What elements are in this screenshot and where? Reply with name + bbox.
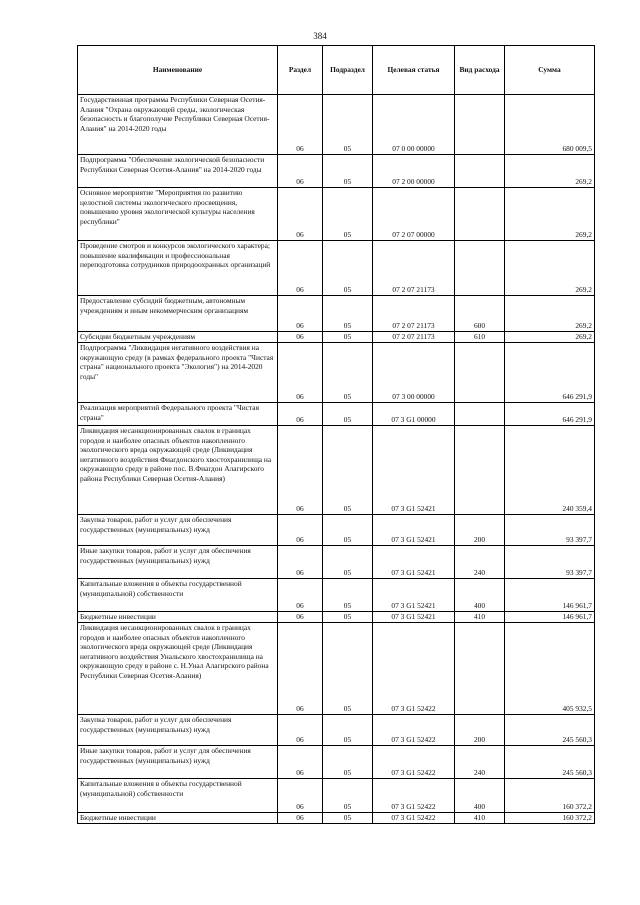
cell-target: 07 0 00 00000 xyxy=(373,95,455,155)
cell-section: 06 xyxy=(278,155,323,188)
cell-sum: 160 372,2 xyxy=(505,779,595,813)
cell-section: 06 xyxy=(278,579,323,612)
cell-target: 07 3 G1 52421 xyxy=(373,515,455,546)
cell-section: 06 xyxy=(278,813,323,824)
cell-type xyxy=(455,343,505,403)
cell-section: 06 xyxy=(278,188,323,241)
table-header-row xyxy=(78,46,595,95)
header-section: Раздел xyxy=(278,46,323,95)
cell-target: 07 3 G1 52421 xyxy=(373,612,455,623)
cell-target: 07 2 07 00000 xyxy=(373,188,455,241)
cell-target: 07 2 07 21173 xyxy=(373,296,455,332)
cell-type xyxy=(455,188,505,241)
cell-type xyxy=(455,155,505,188)
cell-subsection: 05 xyxy=(323,403,373,426)
table-row xyxy=(78,579,595,612)
table-row xyxy=(78,612,595,623)
cell-section: 06 xyxy=(278,332,323,343)
cell-sum: 646 291,9 xyxy=(505,343,595,403)
cell-subsection: 05 xyxy=(323,623,373,715)
cell-sum: 269,2 xyxy=(505,332,595,343)
cell-subsection: 05 xyxy=(323,188,373,241)
cell-target: 07 3 G1 52422 xyxy=(373,813,455,824)
cell-name: Капитальные вложения в объекты государственной (муниципальной) собственности xyxy=(78,579,278,612)
cell-sum: 146 961,7 xyxy=(505,612,595,623)
cell-subsection: 05 xyxy=(323,746,373,779)
cell-subsection: 05 xyxy=(323,343,373,403)
cell-section: 06 xyxy=(278,715,323,746)
cell-subsection: 05 xyxy=(323,515,373,546)
header-name: Наименование xyxy=(78,46,278,95)
cell-type xyxy=(455,241,505,296)
cell-sum: 240 359,4 xyxy=(505,426,595,515)
table-row xyxy=(78,332,595,343)
cell-section: 06 xyxy=(278,241,323,296)
cell-type: 600 xyxy=(455,296,505,332)
cell-name: Подпрограмма "Ликвидация негативного воздействия на окружающую среду (в рамках федерального проекта "Чистая страна" национального проекта "Экология") на 2014-2020 годы" xyxy=(78,343,278,403)
cell-sum: 93 397,7 xyxy=(505,515,595,546)
cell-section: 06 xyxy=(278,296,323,332)
cell-sum: 646 291,9 xyxy=(505,403,595,426)
cell-name: Подпрограмма "Обеспечение экологической безопасности Республики Северная Осетия-Алания" на 2014-2020 годы xyxy=(78,155,278,188)
cell-sum: 680 009,5 xyxy=(505,95,595,155)
cell-type xyxy=(455,623,505,715)
cell-sum: 269,2 xyxy=(505,155,595,188)
table-row xyxy=(78,188,595,241)
cell-name: Проведение смотров и конкурсов экологического характера; повышение квалификации и профессиональная переподготовка сотрудников природоохранных организаций xyxy=(78,241,278,296)
cell-section: 06 xyxy=(278,403,323,426)
table-row xyxy=(78,813,595,824)
cell-sum: 405 932,5 xyxy=(505,623,595,715)
cell-type: 240 xyxy=(455,546,505,579)
cell-type: 200 xyxy=(455,715,505,746)
cell-sum: 245 560,3 xyxy=(505,746,595,779)
table-row xyxy=(78,746,595,779)
table-row xyxy=(78,95,595,155)
cell-type: 400 xyxy=(455,779,505,813)
cell-sum: 146 961,7 xyxy=(505,579,595,612)
cell-name: Субсидии бюджетным учреждениям xyxy=(78,332,278,343)
header-type: Вид расхода xyxy=(455,46,505,95)
cell-name: Государственная программа Республики Северная Осетия-Алания "Охрана окружающей среды, экологическая безопасность и благополучие Республики Северная Осетия-Алания" на 2014-2020 годы xyxy=(78,95,278,155)
cell-type: 200 xyxy=(455,515,505,546)
cell-sum: 245 560,3 xyxy=(505,715,595,746)
cell-target: 07 3 G1 52422 xyxy=(373,623,455,715)
cell-sum: 269,2 xyxy=(505,188,595,241)
cell-name: Бюджетные инвестиции xyxy=(78,813,278,824)
page-number: 384 xyxy=(313,31,327,41)
cell-type: 240 xyxy=(455,746,505,779)
table-row xyxy=(78,155,595,188)
cell-type: 400 xyxy=(455,579,505,612)
cell-sum: 269,2 xyxy=(505,241,595,296)
cell-section: 06 xyxy=(278,426,323,515)
cell-section: 06 xyxy=(278,779,323,813)
cell-type xyxy=(455,95,505,155)
cell-subsection: 05 xyxy=(323,546,373,579)
cell-subsection: 05 xyxy=(323,813,373,824)
budget-table xyxy=(77,45,595,824)
cell-target: 07 3 00 00000 xyxy=(373,343,455,403)
cell-subsection: 05 xyxy=(323,426,373,515)
table-row xyxy=(78,296,595,332)
cell-type xyxy=(455,426,505,515)
table-row xyxy=(78,241,595,296)
cell-name: Основное мероприятие "Мероприятия по развитию целостной системы экологического просвещения, повышению уровня экологической культуры населения республики" xyxy=(78,188,278,241)
header-subsection: Подраздел xyxy=(323,46,373,95)
cell-subsection: 05 xyxy=(323,95,373,155)
cell-name: Иные закупки товаров, работ и услуг для обеспечения государственных (муниципальных) нужд xyxy=(78,746,278,779)
cell-section: 06 xyxy=(278,343,323,403)
table-row xyxy=(78,426,595,515)
cell-name: Закупка товаров, работ и услуг для обеспечения государственных (муниципальных) нужд xyxy=(78,715,278,746)
cell-name: Ликвидация несанкционированных свалок в границах городов и наиболее опасных объектов накопленного экологического вреда окружающей среде (Ликвидация негативного воздействия Унальского хвостохранилища на окружающую среду в районе с. Н.Унал Алагирского района Республики Северная Осетия-Алания) xyxy=(78,623,278,715)
header-target: Целевая статья xyxy=(373,46,455,95)
cell-name: Капитальные вложения в объекты государственной (муниципальной) собственности xyxy=(78,779,278,813)
cell-target: 07 3 G1 52421 xyxy=(373,546,455,579)
table-row xyxy=(78,715,595,746)
cell-section: 06 xyxy=(278,612,323,623)
cell-subsection: 05 xyxy=(323,241,373,296)
cell-name: Иные закупки товаров, работ и услуг для обеспечения государственных (муниципальных) нужд xyxy=(78,546,278,579)
table-row xyxy=(78,623,595,715)
cell-section: 06 xyxy=(278,623,323,715)
cell-type: 410 xyxy=(455,612,505,623)
table-row xyxy=(78,343,595,403)
cell-section: 06 xyxy=(278,746,323,779)
cell-target: 07 2 00 00000 xyxy=(373,155,455,188)
cell-subsection: 05 xyxy=(323,579,373,612)
cell-section: 06 xyxy=(278,95,323,155)
cell-subsection: 05 xyxy=(323,715,373,746)
cell-target: 07 3 G1 52422 xyxy=(373,779,455,813)
table-row xyxy=(78,515,595,546)
cell-type: 410 xyxy=(455,813,505,824)
cell-sum: 160 372,2 xyxy=(505,813,595,824)
cell-type: 610 xyxy=(455,332,505,343)
cell-section: 06 xyxy=(278,515,323,546)
cell-type xyxy=(455,403,505,426)
cell-name: Предоставление субсидий бюджетным, автономным учреждениям и иным некоммерческим организациям xyxy=(78,296,278,332)
cell-target: 07 3 G1 52421 xyxy=(373,579,455,612)
cell-target: 07 3 G1 52422 xyxy=(373,746,455,779)
cell-target: 07 3 G1 52421 xyxy=(373,426,455,515)
table-row xyxy=(78,403,595,426)
cell-subsection: 05 xyxy=(323,332,373,343)
cell-name: Бюджетные инвестиции xyxy=(78,612,278,623)
cell-subsection: 05 xyxy=(323,296,373,332)
cell-name: Ликвидация несанкционированных свалок в границах городов и наиболее опасных объектов накопленного экологического вреда окружающей среде (Ликвидация негативного воздействия Фиагдонского хвостохранилища на окружающую среду в районе пос. В.Фиагдон Алагирского района Республики Северная Осетия-Алания) xyxy=(78,426,278,515)
cell-name: Закупка товаров, работ и услуг для обеспечения государственных (муниципальных) нужд xyxy=(78,515,278,546)
cell-sum: 269,2 xyxy=(505,296,595,332)
table-row xyxy=(78,779,595,813)
cell-name: Реализация мероприятий Федерального проекта "Чистая страна" xyxy=(78,403,278,426)
cell-sum: 93 397,7 xyxy=(505,546,595,579)
table-row xyxy=(78,546,595,579)
cell-subsection: 05 xyxy=(323,779,373,813)
cell-target: 07 3 G1 00000 xyxy=(373,403,455,426)
cell-subsection: 05 xyxy=(323,612,373,623)
cell-target: 07 2 07 21173 xyxy=(373,241,455,296)
cell-section: 06 xyxy=(278,546,323,579)
cell-target: 07 3 G1 52422 xyxy=(373,715,455,746)
cell-target: 07 2 07 21173 xyxy=(373,332,455,343)
cell-subsection: 05 xyxy=(323,155,373,188)
header-sum: Сумма xyxy=(505,46,595,95)
